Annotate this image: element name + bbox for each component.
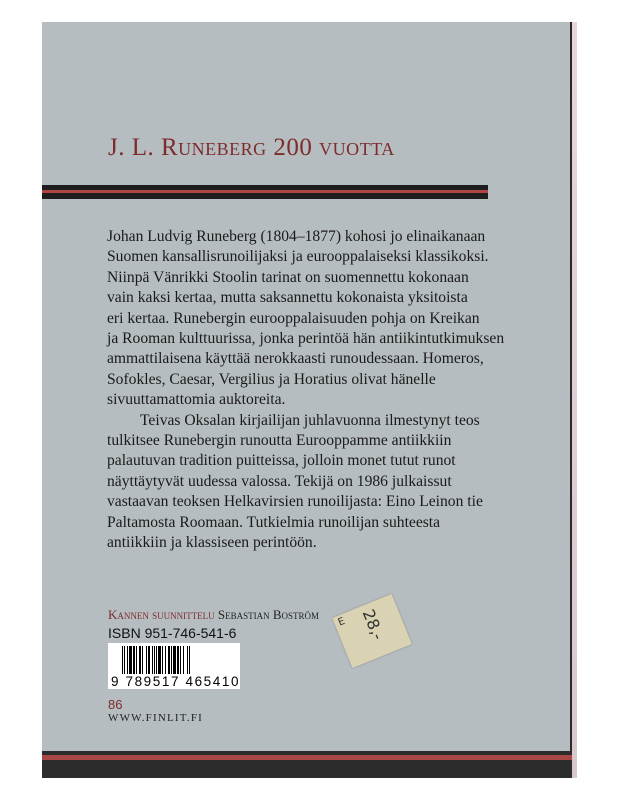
blurb-line: antiikkiin ja klassiseen perintöön.	[107, 534, 317, 552]
blurb-line: Teivas Oksalan kirjailijan juhlavuonna ilmestynyt teos	[140, 411, 480, 429]
barcode-bar	[190, 646, 191, 674]
credit-role: Kannen suunnittelu	[108, 607, 215, 622]
bottom-decorative-band	[42, 751, 572, 778]
barcode-digits: 9 789517 465410	[111, 674, 241, 689]
blurb	[107, 227, 527, 554]
publisher-url: WWW.FINLIT.FI	[108, 712, 204, 724]
blurb-line: palautuvan tradition puitteissa, jolloin monet tutut runot	[107, 452, 456, 470]
barcode	[108, 643, 240, 689]
isbn: ISBN 951-746-541-6	[108, 625, 237, 641]
blurb-line: näyttäytyvät uudessa valossa. Tekijä on 1986 julkaissut	[107, 472, 452, 490]
price-code: 86	[108, 697, 123, 712]
sticker-mark: E	[336, 615, 347, 629]
blurb-line: tulkitsee Runebergin runoutta Eurooppamme antiikkiin	[107, 432, 452, 450]
blurb-line: Sofokles, Caesar, Vergilius ja Horatius olivat hänelle	[107, 370, 436, 388]
top-decorative-stripe	[42, 185, 488, 199]
blurb-line: Paltamosta Roomaan. Tutkielmia runoilijan suhteesta	[107, 513, 441, 531]
blurb-line: ja Rooman kulttuurissa, jonka perintöä hän antiikintutkimuksen	[107, 330, 505, 348]
blurb-line: eri kertaa. Runebergin eurooppalaisuuden pohja on Kreikan	[107, 309, 480, 327]
blurb-line: ammattilaisena käyttää nerokkaasti runoudessaan. Homeros,	[107, 350, 484, 368]
sticker-price: 28,-	[358, 606, 388, 643]
blurb-line: sivuuttamattomia auktoreita.	[107, 391, 286, 409]
credit-name: Sebastian Boström	[217, 607, 320, 622]
blurb-line: vain kaksi kertaa, mutta saksannettu kokonaista yksitoista	[107, 289, 468, 307]
barcode-bars	[122, 646, 230, 674]
blurb-line: Niinpä Vänrikki Stoolin tarinat on suomennettu kokonaan	[107, 268, 469, 286]
blurb-line: Suomen kansallisrunoilijaksi ja eurooppalaiseksi klassikoksi.	[107, 248, 489, 266]
cover-design-credit	[108, 607, 319, 623]
blurb-line: Johan Ludvig Runeberg (1804–1877) kohosi jo elinaikanaan	[107, 228, 486, 245]
book-spine-edge	[572, 22, 577, 778]
series-title: J. L. Runeberg 200 vuotta	[108, 134, 395, 161]
blurb-line: vastaavan teoksen Helkavirsien runoilijasta: Eino Leinon tie	[107, 493, 483, 511]
